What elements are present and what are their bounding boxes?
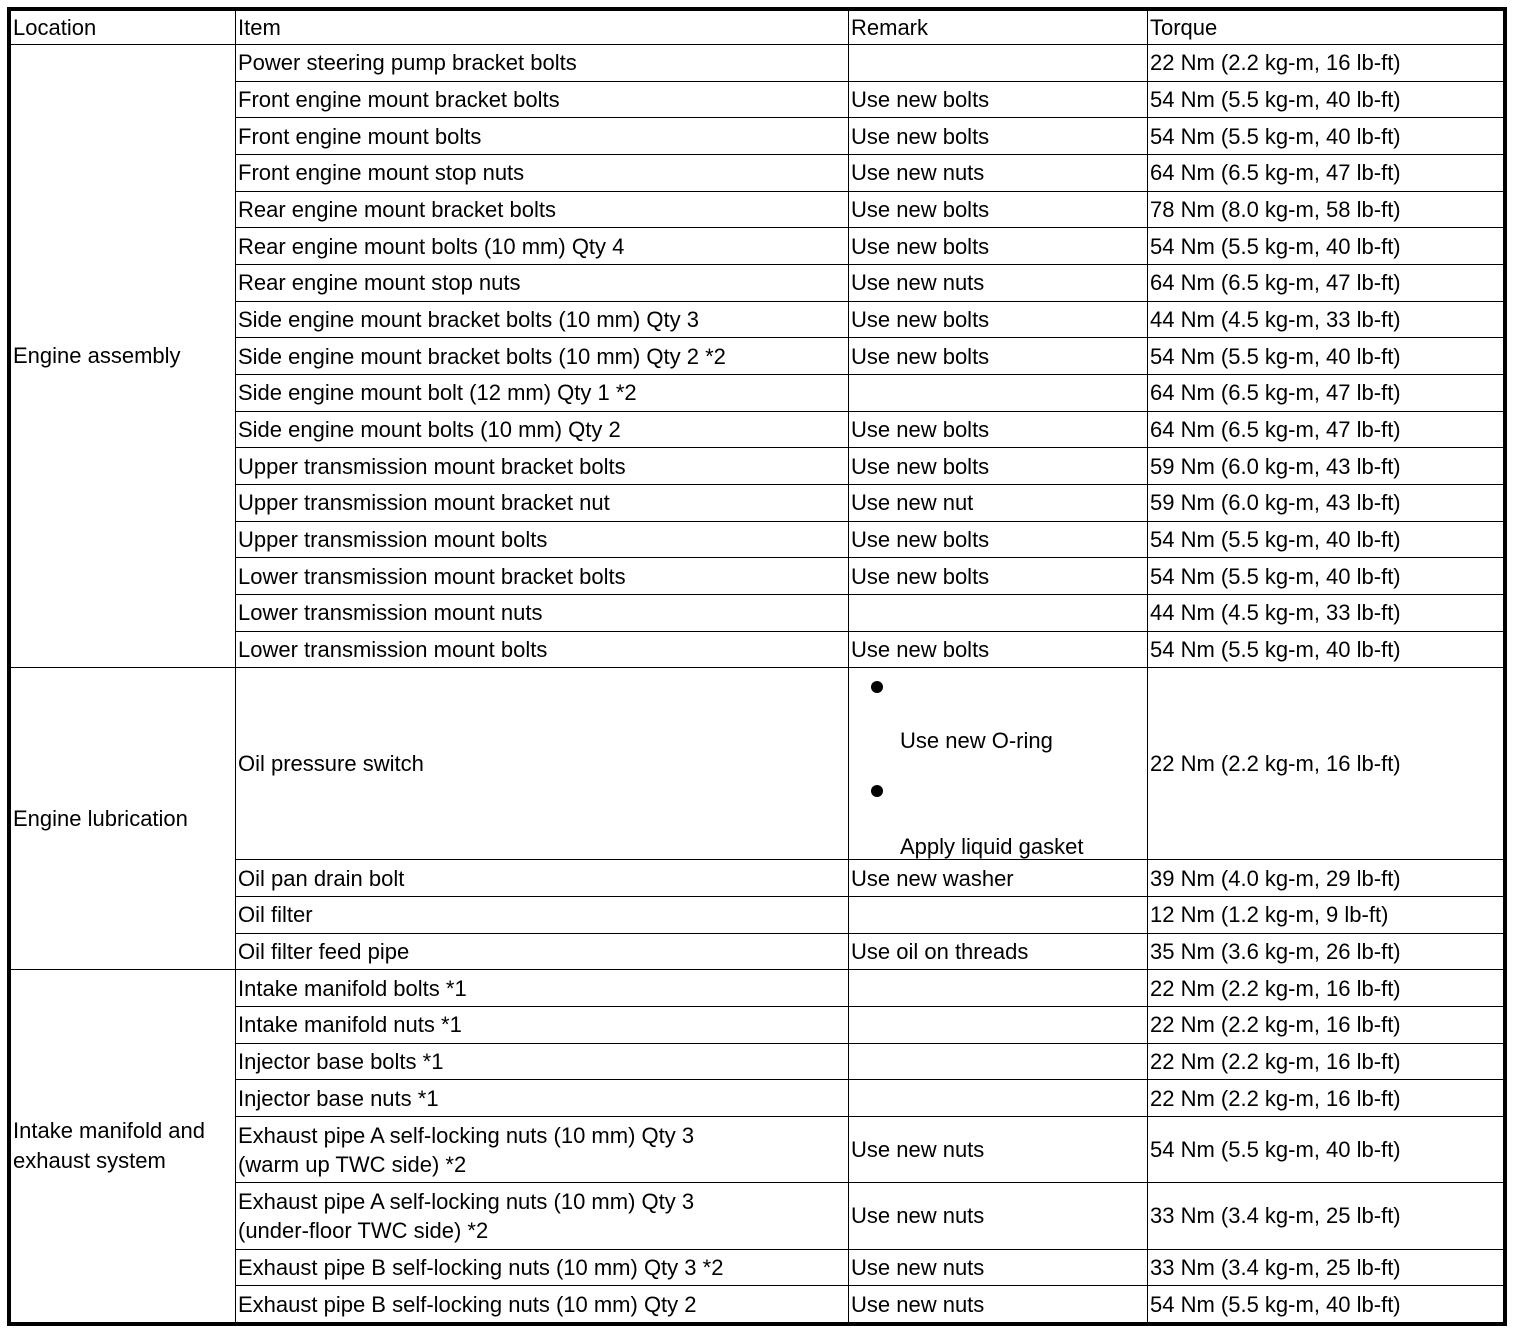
remark-cell: Use new nuts (849, 1183, 1148, 1249)
item-cell: Side engine mount bolt (12 mm) Qty 1 *2 (236, 375, 849, 412)
torque-cell: 64 Nm (6.5 kg-m, 47 lb-ft) (1148, 411, 1504, 448)
torque-cell: 54 Nm (5.5 kg-m, 40 lb-ft) (1148, 228, 1504, 265)
torque-cell: 22 Nm (2.2 kg-m, 16 lb-ft) (1148, 45, 1504, 82)
item-cell: Oil filter (236, 896, 849, 933)
item-cell: Lower transmission mount bolts (236, 631, 849, 668)
torque-cell: 22 Nm (2.2 kg-m, 16 lb-ft) (1148, 1043, 1504, 1080)
location-line: exhaust system (13, 1148, 166, 1174)
item-cell: Intake manifold nuts *1 (236, 1007, 849, 1044)
remark-cell: Use new bolts (849, 521, 1148, 558)
torque-cell: 33 Nm (3.4 kg-m, 25 lb-ft) (1148, 1249, 1504, 1286)
item-cell: Side engine mount bracket bolts (10 mm) Qty 2 *2 (236, 338, 849, 375)
item-cell: Injector base nuts *1 (236, 1080, 849, 1117)
torque-cell: 64 Nm (6.5 kg-m, 47 lb-ft) (1148, 375, 1504, 412)
torque-cell: 33 Nm (3.4 kg-m, 25 lb-ft) (1148, 1183, 1504, 1249)
torque-cell: 54 Nm (5.5 kg-m, 40 lb-ft) (1148, 338, 1504, 375)
torque-cell: 44 Nm (4.5 kg-m, 33 lb-ft) (1148, 595, 1504, 632)
header-torque: Torque (1148, 11, 1504, 45)
item-cell: Front engine mount bracket bolts (236, 81, 849, 118)
torque-cell: 54 Nm (5.5 kg-m, 40 lb-ft) (1148, 81, 1504, 118)
torque-cell: 54 Nm (5.5 kg-m, 40 lb-ft) (1148, 1286, 1504, 1323)
remark-cell: Use new bolts (849, 338, 1148, 375)
remark-cell: Use new bolts (849, 228, 1148, 265)
torque-cell: 12 Nm (1.2 kg-m, 9 lb-ft) (1148, 896, 1504, 933)
table-row (11, 45, 1504, 82)
bullet-icon (871, 785, 883, 797)
remark-cell: Use new bolts (849, 448, 1148, 485)
remark-cell (849, 1043, 1148, 1080)
torque-cell: 22 Nm (2.2 kg-m, 16 lb-ft) (1148, 1080, 1504, 1117)
item-cell: Front engine mount stop nuts (236, 155, 849, 192)
item-cell: Side engine mount bolts (10 mm) Qty 2 (236, 411, 849, 448)
remark-cell (849, 595, 1148, 632)
location-engine-lubrication: Engine lubrication (11, 668, 236, 970)
torque-cell: 54 Nm (5.5 kg-m, 40 lb-ft) (1148, 521, 1504, 558)
item-cell: Upper transmission mount bracket bolts (236, 448, 849, 485)
remark-list-item: Apply liquid gasket (900, 834, 1084, 860)
bullet-icon (871, 681, 883, 693)
item-cell: Rear engine mount bolts (10 mm) Qty 4 (236, 228, 849, 265)
torque-cell: 59 Nm (6.0 kg-m, 43 lb-ft) (1148, 448, 1504, 485)
remark-cell: Use new nuts (849, 265, 1148, 302)
remark-cell: Use new bolts (849, 558, 1148, 595)
torque-cell: 78 Nm (8.0 kg-m, 58 lb-ft) (1148, 191, 1504, 228)
item-cell: Lower transmission mount bracket bolts (236, 558, 849, 595)
item-cell: Intake manifold bolts *1 (236, 970, 849, 1007)
item-cell: Exhaust pipe B self-locking nuts (10 mm) Qty 2 (236, 1286, 849, 1323)
header-row (11, 11, 1504, 45)
location-line: Intake manifold and (13, 1118, 206, 1144)
remark-cell (849, 375, 1148, 412)
remark-cell: Use new bolts (849, 118, 1148, 155)
torque-cell: 35 Nm (3.6 kg-m, 26 lb-ft) (1148, 933, 1504, 970)
torque-cell: 54 Nm (5.5 kg-m, 40 lb-ft) (1148, 1117, 1504, 1183)
torque-spec-sheet (7, 7, 1507, 1326)
torque-cell: 54 Nm (5.5 kg-m, 40 lb-ft) (1148, 631, 1504, 668)
torque-cell: 22 Nm (2.2 kg-m, 16 lb-ft) (1148, 1007, 1504, 1044)
remark-cell: Use new nuts (849, 1286, 1148, 1323)
torque-cell: 59 Nm (6.0 kg-m, 43 lb-ft) (1148, 485, 1504, 522)
item-cell: Upper transmission mount bracket nut (236, 485, 849, 522)
item-cell: Rear engine mount stop nuts (236, 265, 849, 302)
item-line: (warm up TWC side) *2 (238, 1151, 467, 1177)
item-cell: Lower transmission mount nuts (236, 595, 849, 632)
item-line: Exhaust pipe A self-locking nuts (10 mm) Qty 3 (238, 1122, 695, 1148)
table-row (11, 970, 1504, 1007)
header-item: Item (236, 11, 849, 45)
table-row (11, 668, 1504, 860)
item-line: Exhaust pipe A self-locking nuts (10 mm) Qty 3 (238, 1188, 695, 1214)
item-cell: Oil pressure switch (236, 668, 849, 860)
item-cell: Rear engine mount bracket bolts (236, 191, 849, 228)
remark-cell: Use new nuts (849, 1117, 1148, 1183)
torque-cell: 54 Nm (5.5 kg-m, 40 lb-ft) (1148, 558, 1504, 595)
remark-cell: Use new bolts (849, 631, 1148, 668)
header-remark: Remark (849, 11, 1148, 45)
location-intake-exhaust (11, 970, 236, 1323)
torque-cell: 39 Nm (4.0 kg-m, 29 lb-ft) (1148, 860, 1504, 897)
torque-cell: 44 Nm (4.5 kg-m, 33 lb-ft) (1148, 301, 1504, 338)
item-cell: Oil filter feed pipe (236, 933, 849, 970)
item-cell: Upper transmission mount bolts (236, 521, 849, 558)
item-cell: Exhaust pipe B self-locking nuts (10 mm) Qty 3 *2 (236, 1249, 849, 1286)
remark-cell (849, 45, 1148, 82)
item-cell: Power steering pump bracket bolts (236, 45, 849, 82)
torque-cell: 64 Nm (6.5 kg-m, 47 lb-ft) (1148, 155, 1504, 192)
remark-list-item: Use new O-ring (900, 728, 1053, 754)
remark-cell: Use new bolts (849, 301, 1148, 338)
item-cell: Side engine mount bracket bolts (10 mm) Qty 3 (236, 301, 849, 338)
item-cell (236, 1117, 849, 1183)
item-line: (under-floor TWC side) *2 (238, 1217, 489, 1243)
item-cell: Injector base bolts *1 (236, 1043, 849, 1080)
remark-cell (849, 1080, 1148, 1117)
item-cell (236, 1183, 849, 1249)
remark-cell: Use new bolts (849, 191, 1148, 228)
torque-spec-table (10, 10, 1504, 1323)
remark-cell: Use new nut (849, 485, 1148, 522)
header-location: Location (11, 11, 236, 45)
torque-cell: 22 Nm (2.2 kg-m, 16 lb-ft) (1148, 970, 1504, 1007)
remark-cell: Use new nuts (849, 155, 1148, 192)
remark-cell: Use new washer (849, 860, 1148, 897)
remark-cell (849, 970, 1148, 1007)
location-engine-assembly: Engine assembly (11, 45, 236, 668)
remark-cell: Use oil on threads (849, 933, 1148, 970)
remark-cell: Use new nuts (849, 1249, 1148, 1286)
torque-cell: 22 Nm (2.2 kg-m, 16 lb-ft) (1148, 668, 1504, 860)
remark-cell (849, 896, 1148, 933)
remark-cell (849, 1007, 1148, 1044)
item-cell: Front engine mount bolts (236, 118, 849, 155)
item-cell: Oil pan drain bolt (236, 860, 849, 897)
remark-list-cell (849, 668, 1148, 860)
remark-cell: Use new bolts (849, 411, 1148, 448)
torque-cell: 54 Nm (5.5 kg-m, 40 lb-ft) (1148, 118, 1504, 155)
remark-cell: Use new bolts (849, 81, 1148, 118)
torque-cell: 64 Nm (6.5 kg-m, 47 lb-ft) (1148, 265, 1504, 302)
